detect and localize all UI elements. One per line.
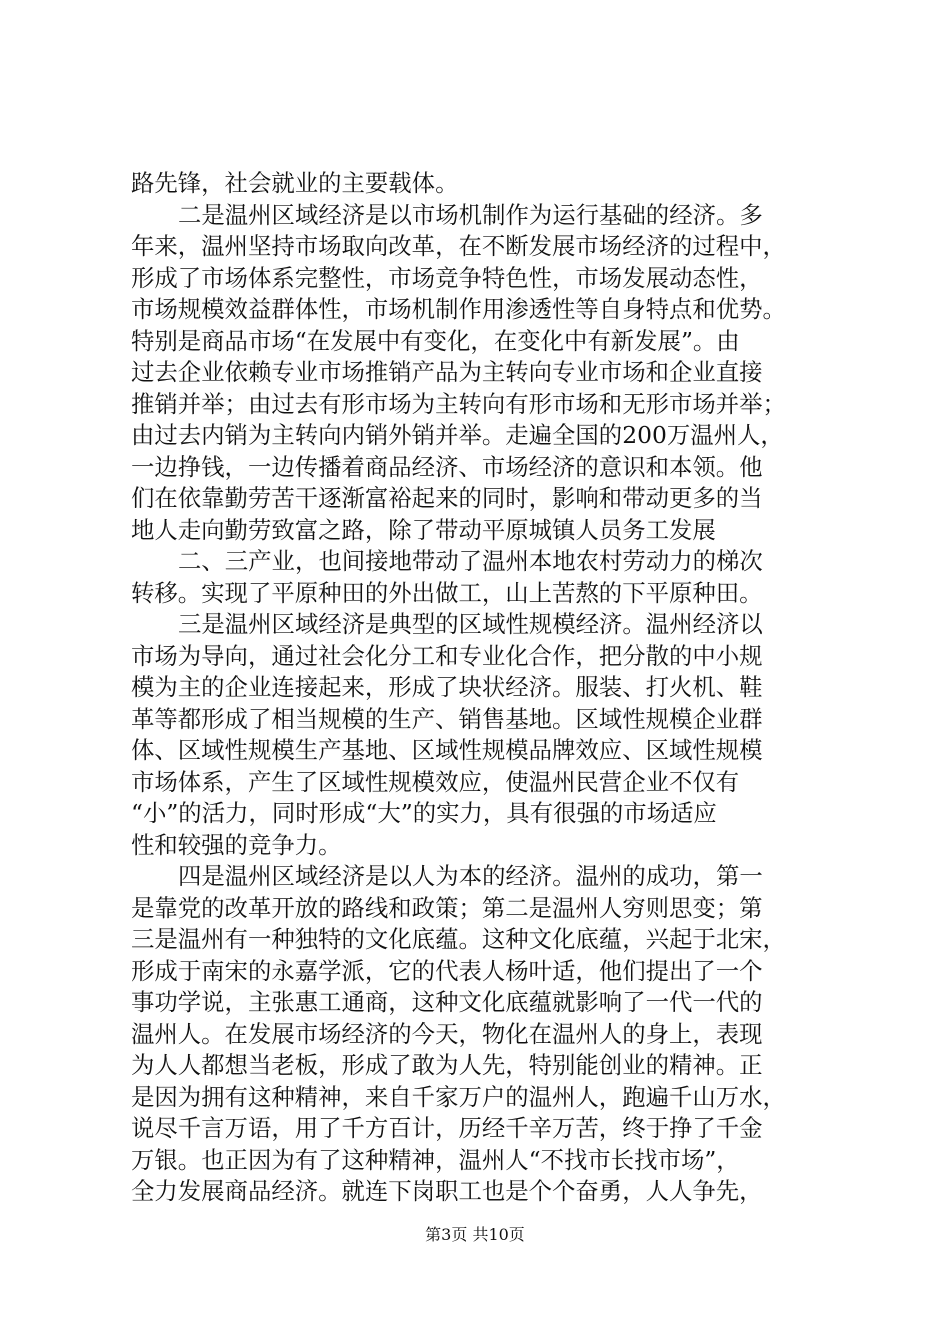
page-number-footer: 第3页 共10页: [425, 1225, 525, 1244]
text-line: 地人走向勤劳致富之路，除了带动平原城镇人员务工发展: [131, 515, 716, 544]
text-line: 温州人。在发展市场经济的今天，物化在温州人的身上，表现: [131, 1019, 763, 1048]
text-line: 一边挣钱，一边传播着商品经济、市场经济的意识和本领。他: [131, 452, 763, 481]
text-line: 市场规模效益群体性，市场机制作用渗透性等自身特点和优势。: [131, 295, 786, 323]
text-line: 为人人都想当老板，形成了敢为人先，特别能创业的精神。正: [131, 1051, 763, 1079]
text-line: 特别是商品市场“在发展中有变化，在变化中有新发展”。由: [131, 326, 740, 355]
text-line: 推销并举；由过去有形市场为主转向有形市场和无形市场并举；: [131, 389, 786, 418]
text-line: 万银。也正因为有了这种精神，温州人“不找市长找市场”，: [131, 1145, 740, 1174]
text-line: 由过去内销为主转向内销外销并举。走遍全国的200万温州人，: [131, 421, 784, 449]
paragraph-start-line: 四是温州区域经济是以人为本的经济。温州的成功，第一: [178, 862, 763, 890]
text-line: 路先锋，社会就业的主要载体。: [131, 169, 459, 197]
text-line: 事功学说，主张惠工通商，这种文化底蕴就影响了一代一代的: [131, 988, 763, 1016]
text-line: 是因为拥有这种精神，来自千家万户的温州人，跑遍千山万水，: [131, 1082, 786, 1111]
text-line: 全力发展商品经济。就连下岗职工也是个个奋勇，人人争先，: [131, 1177, 763, 1205]
text-line: 转移。实现了平原种田的外出做工，山上苦熬的下平原种田。: [131, 578, 763, 607]
text-line: 市场体系，产生了区域性规模效应，使温州民营企业不仅有: [131, 767, 740, 796]
text-line: 说尽千言万语，用了千方百计，历经千辛万苦，终于挣了千金: [131, 1114, 763, 1142]
text-line: 体、区域性规模生产基地、区域性规模品牌效应、区域性规模: [131, 736, 763, 764]
text-line: 三是温州有一种独特的文化底蕴。这种文化底蕴，兴起于北宋，: [131, 925, 786, 953]
text-line: 性和较强的竞争力。: [131, 830, 342, 859]
text-line: 革等都形成了相当规模的生产、销售基地。区域性规模企业群: [131, 704, 763, 733]
paragraph-start-line: 三是温州区域经济是典型的区域性规模经济。温州经济以: [178, 610, 763, 638]
document-body: [131, 168, 851, 1208]
text-line: 市场为导向，通过社会化分工和专业化合作，把分散的中小规: [131, 641, 763, 670]
paragraph-start-line: 二、三产业，也间接地带动了温州本地农村劳动力的梯次: [178, 547, 763, 575]
text-line: 形成于南宋的永嘉学派，它的代表人杨叶适，他们提出了一个: [131, 956, 763, 985]
paragraph-start-line: 二是温州区域经济是以市场机制作为运行基础的经济。多: [178, 200, 763, 229]
text-line: “小”的活力，同时形成“大”的实力，具有很强的市场适应: [131, 799, 717, 827]
text-line: 年来，温州坚持市场取向改革，在不断发展市场经济的过程中，: [131, 232, 786, 260]
text-line: 们在依靠勤劳苦干逐渐富裕起来的同时，影响和带动更多的当: [131, 484, 763, 512]
text-line: 过去企业依赖专业市场推销产品为主转向专业市场和企业直接: [131, 358, 763, 386]
text-line: 形成了市场体系完整性，市场竞争特色性，市场发展动态性，: [131, 263, 763, 292]
text-line: 模为主的企业连接起来，形成了块状经济。服装、打火机、鞋: [131, 673, 763, 701]
text-line: 是靠党的改革开放的路线和政策；第二是温州人穷则思变；第: [131, 893, 763, 922]
